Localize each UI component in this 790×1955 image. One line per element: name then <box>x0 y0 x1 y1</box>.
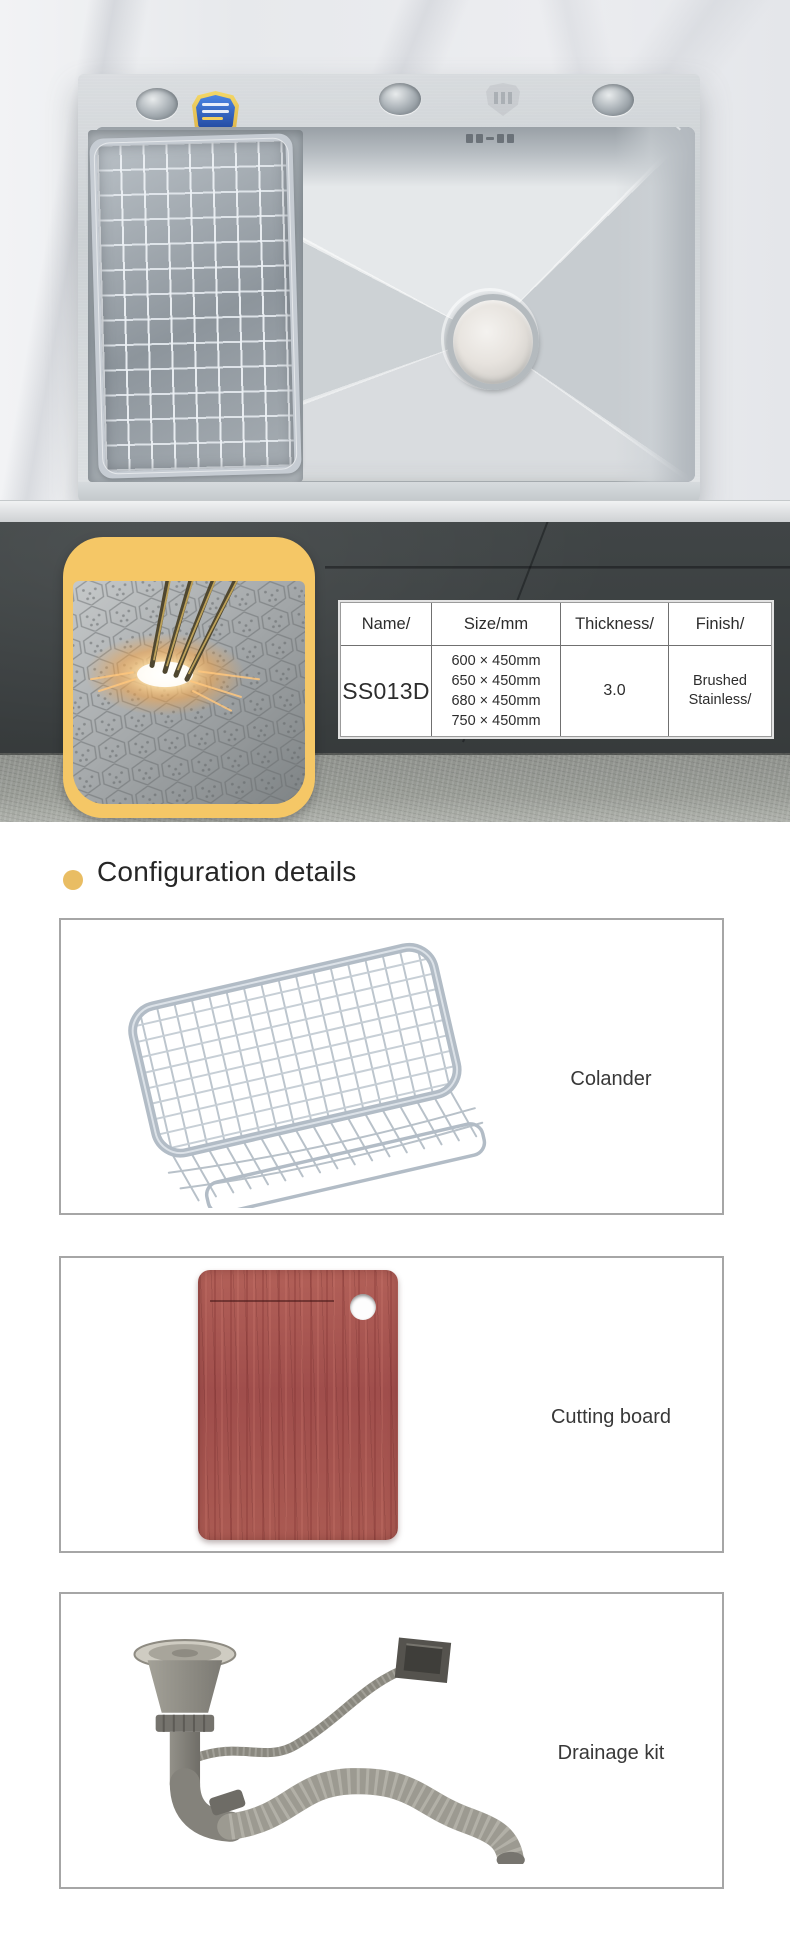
spec-header-name: Name/ <box>341 603 432 646</box>
overflow-vent-marks-icon <box>466 133 518 143</box>
drain <box>447 294 539 390</box>
welding-detail-card <box>63 537 315 818</box>
board-groove <box>210 1300 334 1302</box>
spec-finish-value: Brushed Stainless/ <box>688 673 752 708</box>
size-option: 650 × 450mm <box>451 673 541 689</box>
item-box-colander <box>59 918 724 1215</box>
drainage-kit-image <box>86 1632 536 1864</box>
spec-name-value: SS013D <box>341 646 432 736</box>
counter-front-edge <box>0 500 790 522</box>
item-label: Drainage kit <box>557 1742 665 1764</box>
spec-size-values <box>432 646 561 736</box>
basin-right-wall <box>615 127 695 482</box>
item-box-drainage-kit <box>59 1592 724 1889</box>
section-bullet-icon <box>63 870 83 890</box>
cutting-board-image <box>198 1270 398 1540</box>
middle-band <box>0 522 790 822</box>
welding-photo <box>73 581 305 804</box>
spec-header-size: Size/mm <box>432 603 561 646</box>
etched-brand-shield-icon <box>486 83 520 116</box>
spec-header-thickness: Thickness/ <box>561 603 669 646</box>
config-section <box>0 822 790 1955</box>
section-title: Configuration details <box>97 856 357 887</box>
size-option: 750 × 450mm <box>451 713 541 729</box>
spec-thickness-value: 3.0 <box>561 646 669 736</box>
spec-table <box>340 602 772 737</box>
board-hang-hole <box>350 1294 376 1320</box>
left-compartment <box>88 130 303 482</box>
faucet-hole-left <box>136 88 178 120</box>
hero-photo <box>0 0 790 522</box>
item-label: Colander <box>570 1068 652 1090</box>
item-label: Cutting board <box>550 1406 672 1428</box>
size-option: 600 × 450mm <box>451 653 541 669</box>
size-option: 680 × 450mm <box>451 693 541 709</box>
colander-basket-in-sink <box>89 133 301 479</box>
faucet-hole-right <box>592 84 634 116</box>
colander-image <box>89 926 499 1208</box>
tile-seam <box>325 566 790 569</box>
faucet-hole-center <box>379 83 421 115</box>
sink-front-deck <box>78 482 700 502</box>
spec-header-finish: Finish/ <box>669 603 771 646</box>
item-box-cutting-board <box>59 1256 724 1553</box>
sink <box>78 74 700 502</box>
